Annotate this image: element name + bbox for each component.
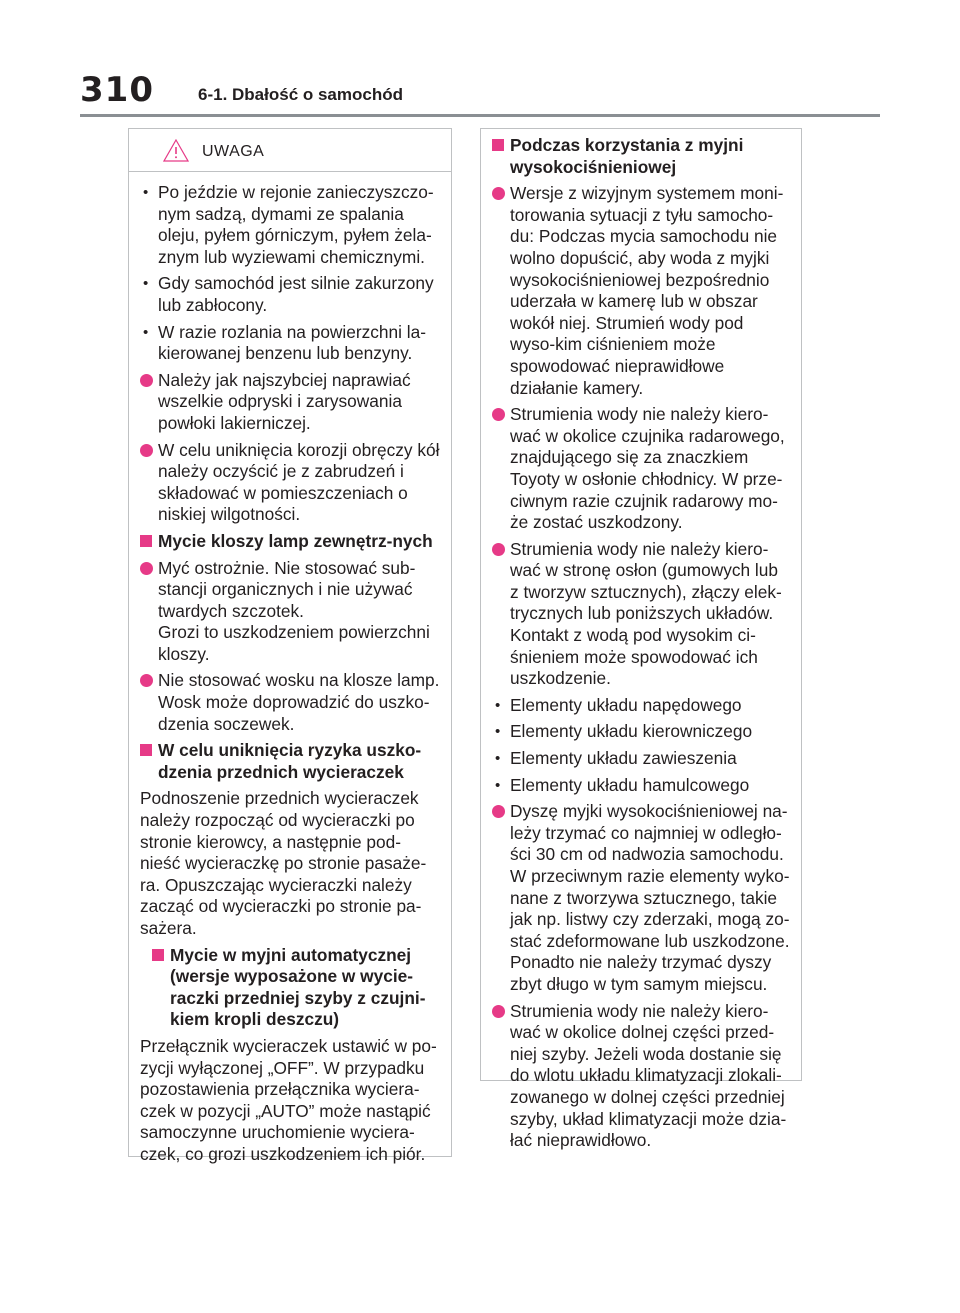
list-item: • Po jeździe w rejonie zanieczyszczo-nym sadzą, dymami ze spalania oleju, pyłem górniczym, pyłem żela-znym lub wyziewami chemicznymi. xyxy=(140,182,441,268)
list-item: Strumienia wody nie należy kiero-wać w okolice czujnika radarowego, znajdującego się za znaczkiem Toyoty w osłonie chłodnicy. W prze-ciwnym razie czujnik radarowy mo-że zostać uszkodzony. xyxy=(492,404,791,534)
subheading: Mycie w myjni automatycznej (wersje wyposażone w wycie-raczki przedniej szyby z czujni-kiem kropli deszczu) xyxy=(140,945,441,1031)
square-bullet-icon xyxy=(152,945,170,1031)
warning-triangle-icon xyxy=(163,139,189,162)
circle-bullet-icon xyxy=(140,670,158,735)
list-item: • Gdy samochód jest silnie zakurzony lub zabłocony. xyxy=(140,273,441,316)
square-bullet-icon xyxy=(140,740,158,783)
paragraph: Podnoszenie przednich wycieraczek należy rozpocząć od wycieraczki po stronie kierowcy, a następnie pod-nieść wycieraczkę po stronie pasaże-ra. Opuszczając wycieraczki należy zacząć od wycieraczki po stronie pa-sażera. xyxy=(140,788,427,938)
list-item: • Elementy układu zawieszenia xyxy=(492,748,791,770)
bullet-icon xyxy=(140,273,158,316)
list-item: • Elementy układu hamulcowego xyxy=(492,775,791,797)
page-header xyxy=(0,0,960,120)
circle-bullet-icon xyxy=(492,183,510,399)
list-item: Wersje z wizyjnym systemem moni-torowania sytuacji z tyłu samocho-du: Podczas mycia samochodu nie wolno dopuścić, aby woda z myjki wysokociśnieniowej bezpośrednio uderzała w kamerę lub w obszar wokół niej. Strumień wody pod wyso-kim ciśnieniem może spowodować nieprawidłowe działanie kamery. xyxy=(492,183,791,399)
paragraph: Przełącznik wycieraczek ustawić w po-zycji wyłączonej „OFF”. W przypadku pozostawienia przełącznika wyciera-czek w pozycji „AUTO” może nastąpić samoczynne uruchomienie wyciera-czek, co grozi uszkodzeniem ich piór. xyxy=(140,1035,437,1164)
subheading: Mycie kloszy lamp zewnętrz-nych xyxy=(140,531,441,553)
circle-bullet-icon xyxy=(492,801,510,995)
bullet-icon xyxy=(492,721,510,743)
list-item: • Elementy układu kierowniczego xyxy=(492,721,791,743)
bullet-icon xyxy=(140,182,158,268)
bullet-icon xyxy=(492,748,510,770)
info-box xyxy=(480,128,802,1151)
circle-bullet-icon xyxy=(140,440,158,526)
circle-bullet-icon xyxy=(492,404,510,534)
circle-bullet-icon xyxy=(492,1001,510,1152)
header-rule xyxy=(80,114,880,117)
circle-bullet-icon xyxy=(140,558,158,666)
bullet-icon xyxy=(492,695,510,717)
list-item: Należy jak najszybciej naprawiać wszelkie odpryski i zarysowania powłoki lakierniczej. xyxy=(140,370,441,435)
caution-title: UWAGA xyxy=(202,143,265,160)
circle-bullet-icon xyxy=(492,539,510,690)
caution-box xyxy=(128,128,452,1164)
page-number: 310 xyxy=(80,70,154,110)
caution-header xyxy=(129,129,451,172)
subheading: Podczas korzystania z myjni wysokociśnieniowej xyxy=(492,135,791,178)
list-item: Dyszę myjki wysokociśnieniowej na-leży trzymać co najmniej w odległo-ści 30 cm od nadwozia samochodu. W przeciwnym razie elementy wyko-nane z tworzywa sztucznego, takie jak np. listwy czy zderzaki, mogą zo-stać zdeformowane lub uszkodzone. Ponadto nie należy trzymać dyszy zbyt długo w tym samym miejscu. xyxy=(492,801,791,995)
section-title: 6-1. Dbałość o samochód xyxy=(198,85,403,104)
list-item: Strumienia wody nie należy kiero-wać w stronę osłon (gumowych lub z tworzyw sztucznych), złączy elek-trycznych lub poniższych układów. Kontakt z wodą pod wysokim ci-śnieniem może spowodować ich uszkodzenie. xyxy=(492,539,791,690)
list-item: Myć ostrożnie. Nie stosować sub-stancji organicznych i nie używać twardych szczotek. Grozi to uszkodzeniem powierzchni kloszy. xyxy=(140,558,441,666)
circle-bullet-icon xyxy=(140,370,158,435)
bullet-icon xyxy=(140,322,158,365)
list-item: W celu uniknięcia korozji obręczy kół należy oczyścić je z zabrudzeń i składować w pomieszczeniach o niskiej wilgotności. xyxy=(140,440,441,526)
square-bullet-icon xyxy=(492,135,510,178)
list-item: • W razie rozlania na powierzchni la-kierowanej benzenu lub benzyny. xyxy=(140,322,441,365)
list-item: Strumienia wody nie należy kiero-wać w okolice dolnej części przed-niej szyby. Jeżeli woda dostanie się do wlotu układu klimatyzacji zlokali-zowanego w dolnej części przedniej szyby, układ klimatyzacji może dzia-łać nieprawidłowo. xyxy=(492,1001,791,1152)
list-item: • Elementy układu napędowego xyxy=(492,695,791,717)
bullet-icon xyxy=(492,775,510,797)
subheading: W celu uniknięcia ryzyka uszko-dzenia przednich wycieraczek xyxy=(140,740,441,783)
square-bullet-icon xyxy=(140,531,158,553)
list-item: Nie stosować wosku na klosze lamp. Wosk może doprowadzić do uszko-dzenia soczewek. xyxy=(140,670,441,735)
